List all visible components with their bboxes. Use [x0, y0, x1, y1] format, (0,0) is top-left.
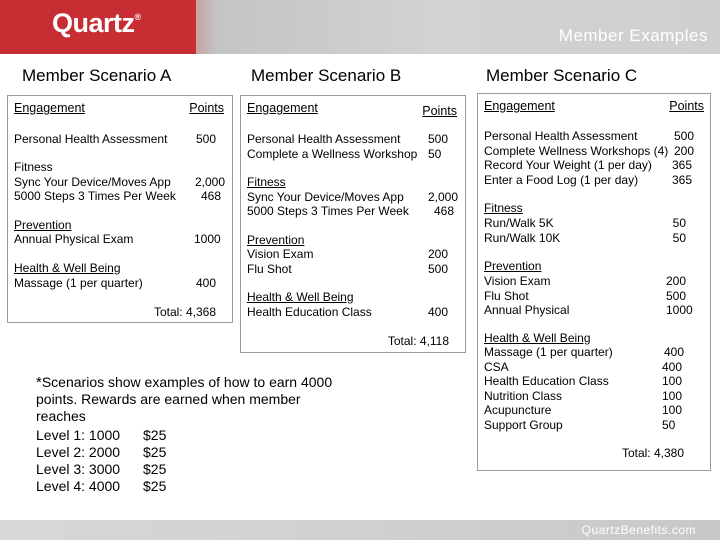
- fitness-item: 5000 Steps 3 Times Per Week: [247, 204, 409, 218]
- logo-mark: ®: [134, 12, 141, 22]
- reward-levels: [36, 427, 166, 495]
- prevention-item: Vision Exam: [247, 247, 314, 261]
- col-engagement: Engagement: [484, 99, 555, 113]
- item-points: 500: [666, 288, 687, 303]
- pha-label: Personal Health Assessment: [14, 132, 168, 146]
- item-label: Nutrition Class: [484, 388, 563, 403]
- fitness-item: Sync Your Device/Moves App: [14, 175, 171, 189]
- fitness-item: Sync Your Device/Moves App: [247, 190, 404, 204]
- workshop-label: Complete a Wellness Workshop: [247, 147, 418, 161]
- item-label: Run/Walk 5K: [484, 216, 554, 230]
- item-points: 365: [671, 158, 692, 172]
- wellbeing-item: Health Education Class: [247, 305, 372, 319]
- note-line: reaches: [36, 408, 86, 424]
- footer-url[interactable]: QuartzBenefits.com: [581, 523, 696, 537]
- level-label: Level 2: 2000: [36, 444, 121, 460]
- level-row: [36, 461, 166, 478]
- level-row: [36, 444, 166, 461]
- item-points: 1000: [666, 303, 693, 317]
- item-points: 400: [664, 345, 685, 359]
- level-reward: $25: [143, 478, 167, 494]
- level-row: [36, 427, 166, 444]
- logo-text: Quartz: [52, 8, 135, 38]
- scenario-a-panel: [7, 95, 233, 323]
- list-item: [484, 403, 706, 418]
- prevention-item: Annual Physical Exam: [14, 232, 134, 246]
- list-item: [484, 274, 706, 289]
- wellbeing-heading: Health & Well Being: [247, 290, 354, 304]
- scenario-b-total: Total: 4,118: [387, 334, 449, 348]
- wellbeing-list: [484, 345, 706, 432]
- list-item: [484, 418, 706, 433]
- item-points: 200: [666, 274, 687, 288]
- fitness-item-points: 2,000: [428, 190, 459, 204]
- level-reward: $25: [143, 444, 167, 460]
- list-item: [484, 231, 706, 246]
- scenario-b-panel: [240, 95, 466, 353]
- item-points: 200: [673, 143, 694, 158]
- item-label: Health Education Class: [484, 374, 609, 388]
- list-item: [484, 360, 706, 375]
- list-item: [484, 389, 706, 404]
- wellbeing-item: Massage (1 per quarter): [14, 276, 143, 290]
- item-label: Run/Walk 10K: [484, 230, 561, 245]
- wellbeing-item-points: 400: [196, 276, 217, 290]
- scenario-c-title: Member Scenario C: [486, 66, 638, 85]
- fitness-item-points: 468: [434, 204, 455, 218]
- prevention-item-points: 200: [428, 247, 449, 261]
- list-item: [484, 144, 706, 159]
- col-points: Points: [189, 101, 224, 115]
- wellbeing-heading: Health & Well Being: [484, 331, 591, 345]
- item-points: 50: [672, 230, 686, 245]
- scenario-a-total: Total: 4,368: [153, 305, 216, 319]
- list-item: [484, 345, 706, 360]
- pha-points: 500: [428, 132, 449, 146]
- fitness-list: [484, 216, 706, 245]
- note-line: [36, 374, 332, 391]
- scenario-c-panel: [477, 93, 711, 471]
- logo-box: [0, 0, 196, 54]
- item-label: Annual Physical: [484, 303, 570, 317]
- item-label: Record Your Weight (1 per day): [484, 158, 652, 172]
- note-text: Scenarios show examples of how to earn 4000: [41, 374, 333, 390]
- prevention-heading: Prevention: [247, 233, 305, 247]
- col-engagement: Engagement: [14, 101, 85, 115]
- item-label: Vision Exam: [484, 274, 551, 288]
- level-label: Level 1: 1000: [36, 427, 121, 443]
- item-points: 365: [671, 172, 692, 187]
- item-label: Enter a Food Log (1 per day): [484, 172, 639, 187]
- list-item: [484, 173, 706, 188]
- list-item: [484, 303, 706, 318]
- fitness-item-points: 468: [201, 189, 222, 203]
- quartz-logo: [52, 8, 141, 39]
- scenario-a-title: Member Scenario A: [22, 66, 172, 85]
- item-points: 400: [662, 359, 683, 374]
- prevention-heading: Prevention: [484, 259, 542, 273]
- note-line: points. Rewards are earned when member: [36, 391, 301, 407]
- col-engagement: Engagement: [247, 101, 318, 115]
- item-points: 100: [662, 388, 683, 403]
- wellbeing-heading: Health & Well Being: [14, 261, 121, 275]
- scenario-b-title: Member Scenario B: [251, 66, 402, 85]
- note-star: *: [36, 374, 42, 391]
- list-item: [484, 129, 706, 144]
- workshop-points: 50: [428, 147, 442, 161]
- scenario-c-total: Total: 4,380: [621, 446, 684, 460]
- item-label: Flu Shot: [484, 288, 529, 303]
- footer-bar: [0, 520, 720, 540]
- item-label: Acupuncture: [484, 403, 552, 417]
- prevention-list: [484, 274, 706, 318]
- pha-points: 500: [196, 132, 217, 146]
- item-label: Complete Wellness Workshops (4): [484, 143, 669, 158]
- header-bar: [0, 0, 720, 54]
- level-reward: $25: [143, 461, 167, 477]
- level-label: Level 3: 3000: [36, 461, 121, 477]
- list-item: [484, 374, 706, 389]
- level-reward: $25: [143, 427, 167, 443]
- prevention-item: Flu Shot: [247, 262, 292, 276]
- col-points: Points: [422, 104, 457, 118]
- fitness-heading: Fitness: [247, 175, 286, 189]
- prevention-heading: Prevention: [14, 218, 72, 232]
- item-label: CSA: [484, 359, 509, 374]
- wellbeing-item-points: 400: [428, 305, 449, 319]
- list-item: [484, 216, 706, 231]
- item-points: 50: [662, 417, 676, 432]
- prevention-item-points: 1000: [194, 232, 221, 246]
- level-row: [36, 478, 166, 495]
- scenario-note: [36, 374, 332, 425]
- pha-label: Personal Health Assessment: [247, 132, 401, 146]
- fitness-item: 5000 Steps 3 Times Per Week: [14, 189, 176, 203]
- list-item: [484, 289, 706, 304]
- prevention-item-points: 500: [428, 262, 449, 276]
- item-points: 100: [662, 403, 683, 417]
- level-label: Level 4: 4000: [36, 478, 121, 494]
- col-points: Points: [669, 99, 704, 113]
- fitness-heading: Fitness: [14, 160, 53, 174]
- page-title: Member Examples: [558, 26, 708, 45]
- list-item: [484, 158, 706, 173]
- item-label: Support Group: [484, 417, 563, 432]
- engagement-list: [484, 129, 706, 187]
- item-points: 50: [672, 216, 686, 230]
- item-points: 500: [673, 129, 694, 143]
- item-label: Massage (1 per quarter): [484, 345, 613, 359]
- item-label: Personal Health Assessment: [484, 129, 638, 143]
- fitness-heading: Fitness: [484, 201, 523, 215]
- item-points: 100: [662, 374, 683, 388]
- fitness-item-points: 2,000: [195, 175, 226, 189]
